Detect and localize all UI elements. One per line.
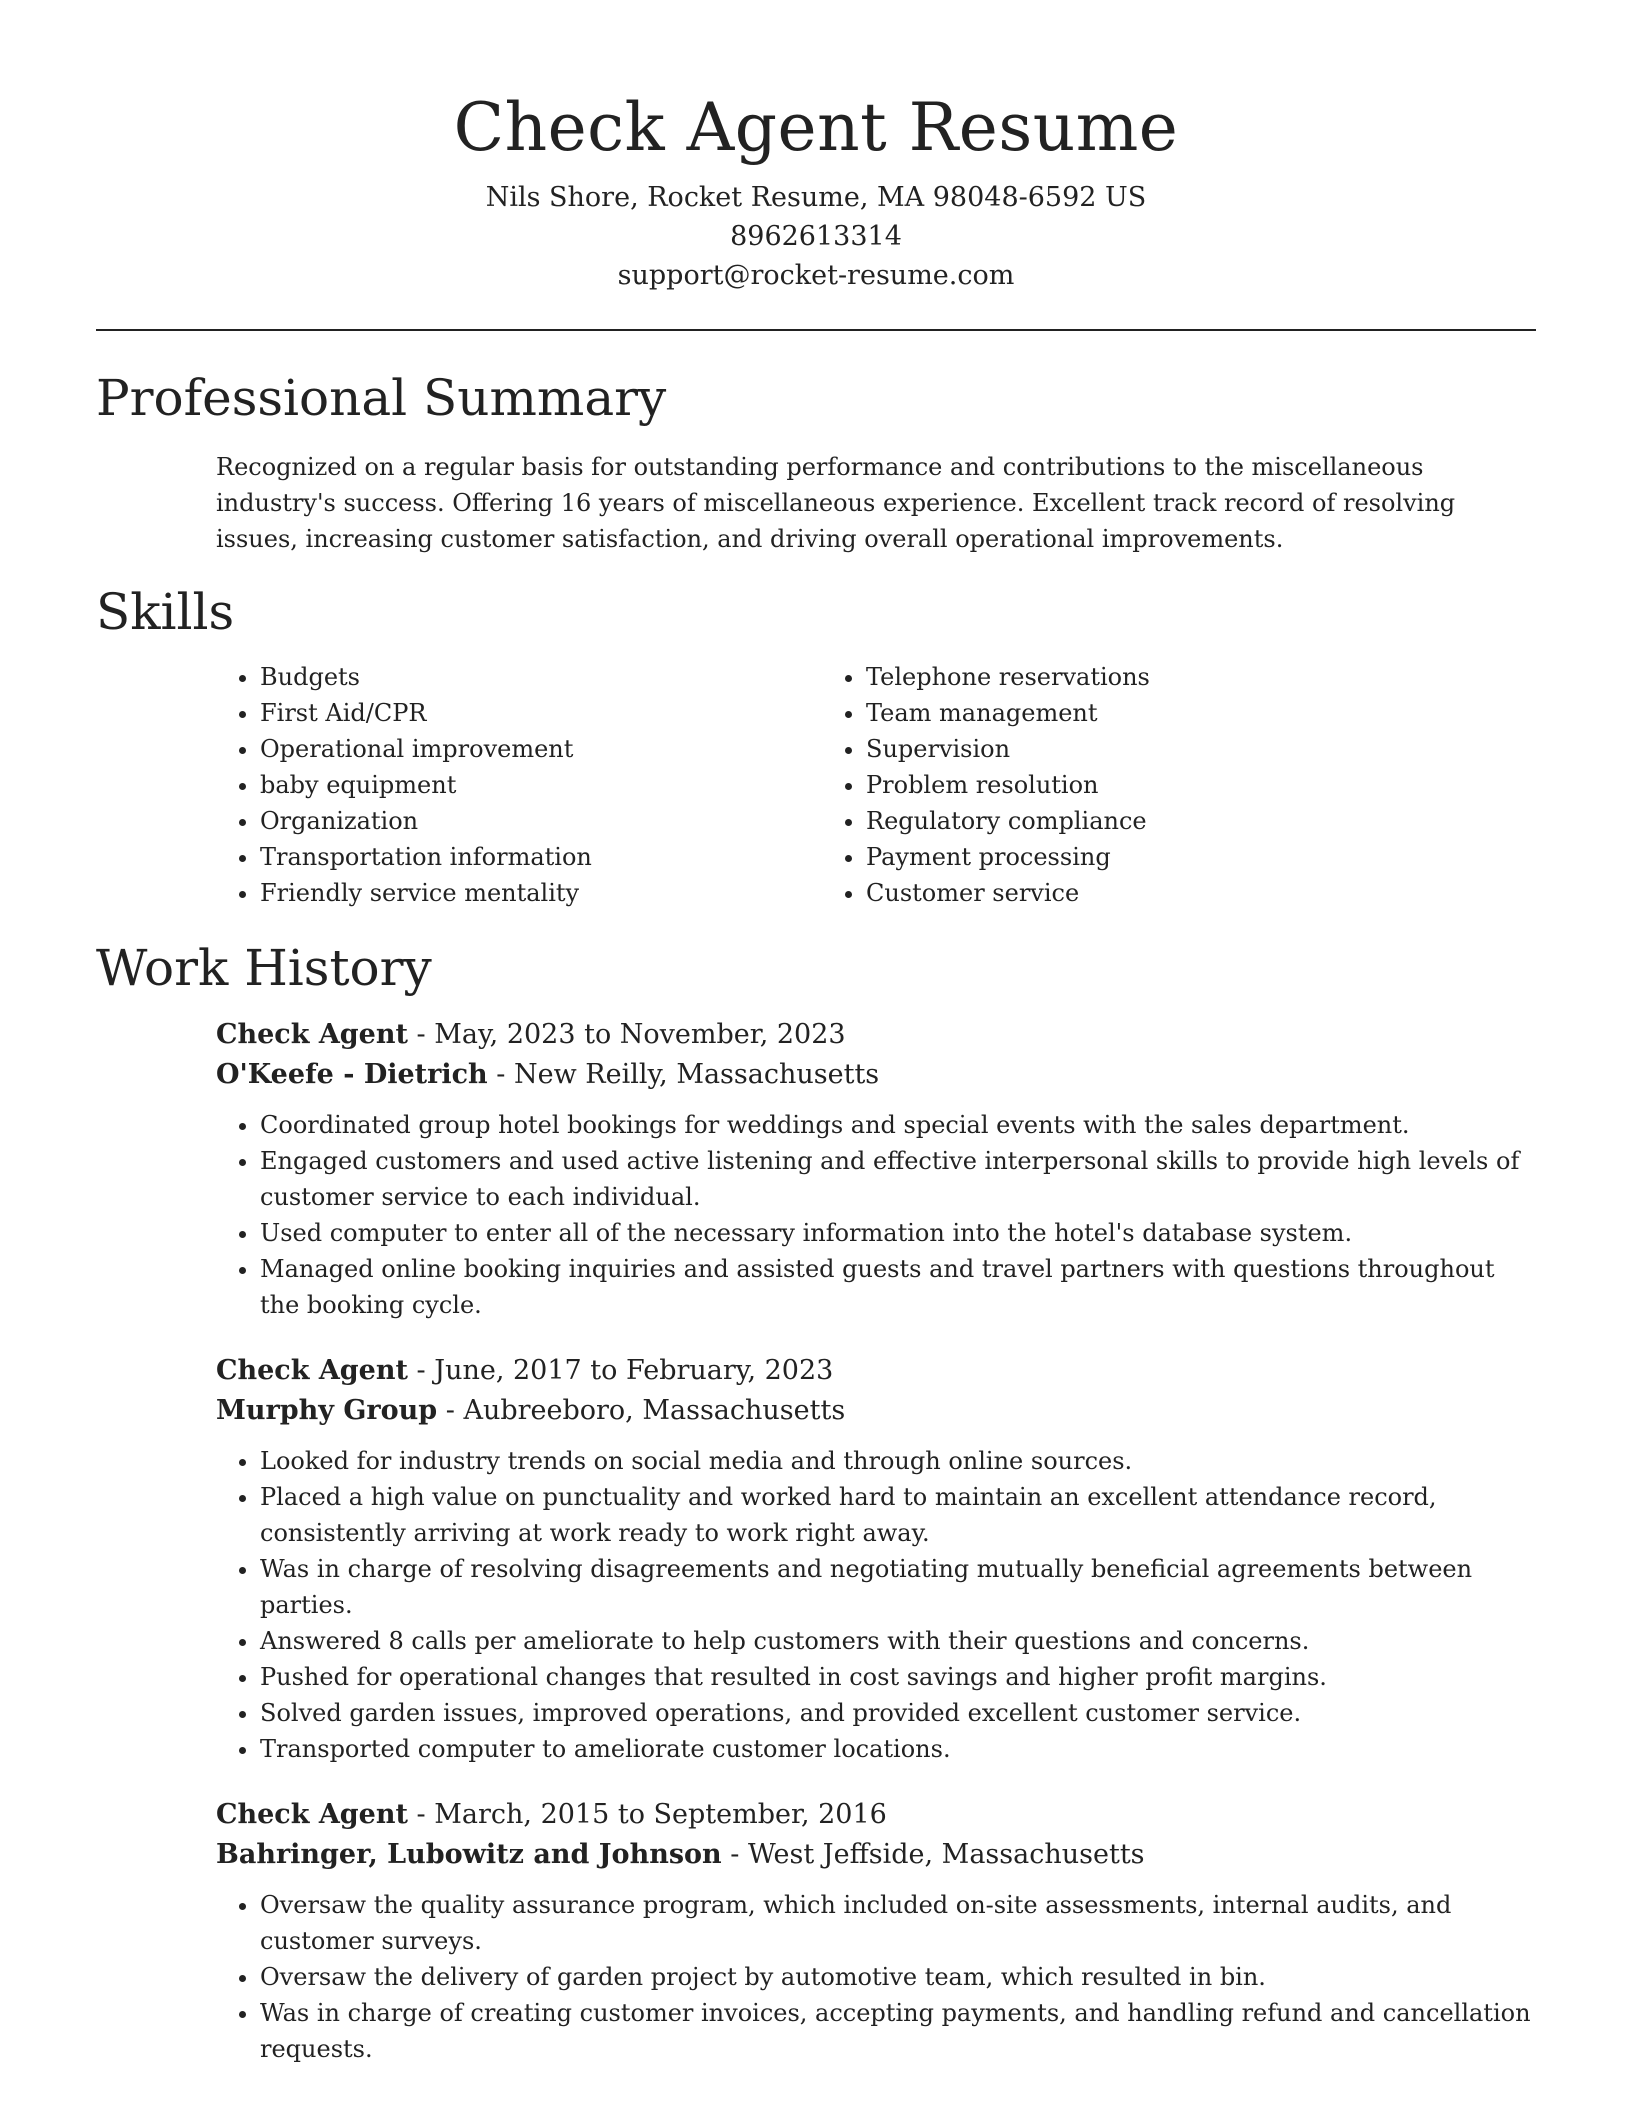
skills-heading: Skills: [96, 583, 235, 641]
job-entry-1: [216, 1015, 1536, 1323]
skill-item: • Customer service: [866, 875, 1428, 911]
job-title-line: [216, 1015, 1536, 1055]
skills-column-right: [822, 659, 1428, 911]
skill-item: • First Aid/CPR: [260, 695, 822, 731]
contact-phone: 8962613314: [730, 221, 902, 252]
job-bullet: • Solved garden issues, improved operations, and provided excellent customer service.: [260, 1695, 1536, 1731]
contact-email: support@rocket-resume.com: [617, 260, 1015, 291]
job-bullets: [216, 1443, 1536, 1767]
contact-address: Nils Shore, Rocket Resume, MA 98048-6592 US: [485, 182, 1147, 213]
skill-item: • Transportation information: [260, 839, 822, 875]
job-dates: - March, 2015 to September, 2016: [407, 1799, 887, 1830]
skill-item: • Budgets: [260, 659, 822, 695]
skill-item: • Operational improvement: [260, 731, 822, 767]
job-bullet: • Pushed for operational changes that resulted in cost savings and higher profit margins.: [260, 1659, 1536, 1695]
job-title-line: [216, 1351, 1536, 1391]
resume-title: Check Agent Resume: [453, 89, 1179, 166]
job-bullet: • Placed a high value on punctuality and worked hard to maintain an excellent attendance record, consistently arriving at work ready to work right away.: [260, 1479, 1536, 1551]
skill-item: • Organization: [260, 803, 822, 839]
job-bullet: • Managed online booking inquiries and assisted guests and travel partners with questions throughout the booking cycle.: [260, 1251, 1536, 1323]
skills-grid: [216, 659, 1536, 911]
job-title-line: [216, 1795, 1536, 1835]
skill-item: • Regulatory compliance: [866, 803, 1428, 839]
job-location: - Aubreeboro, Massachusetts: [437, 1395, 846, 1426]
skill-item: • Team management: [866, 695, 1428, 731]
job-company: Murphy Group: [216, 1395, 438, 1426]
job-bullet: • Oversaw the quality assurance program, which included on-site assessments, internal audits, and customer surveys.: [260, 1887, 1536, 1959]
work-history-heading: Work History: [96, 939, 432, 997]
job-company-line: [216, 1391, 1536, 1431]
job-bullet: • Answered 8 calls per ameliorate to help customers with their questions and concerns.: [260, 1623, 1536, 1659]
job-title: Check Agent: [216, 1799, 408, 1830]
job-bullet: • Used computer to enter all of the necessary information into the hotel's database system.: [260, 1215, 1536, 1251]
skill-item: • Supervision: [866, 731, 1428, 767]
resume-header: [96, 0, 1536, 295]
job-title: Check Agent: [216, 1019, 408, 1050]
summary-text: Recognized on a regular basis for outstanding performance and contributions to the miscellaneous industry's success. Offering 16 years of miscellaneous experience. Excellent track record of resolving issues, increasing customer satisfaction, and driving overall operational improvements.: [216, 453, 1456, 553]
job-bullet: • Engaged customers and used active listening and effective interpersonal skills to provide high levels of customer service to each individual.: [260, 1143, 1536, 1215]
skill-item: • Payment processing: [866, 839, 1428, 875]
job-bullet: • Was in charge of resolving disagreements and negotiating mutually beneficial agreements between parties.: [260, 1551, 1536, 1623]
job-company: O'Keefe - Dietrich: [216, 1059, 488, 1090]
job-entry-2: [216, 1351, 1536, 1767]
skill-item: • Telephone reservations: [866, 659, 1428, 695]
job-bullet: • Was in charge of creating customer invoices, accepting payments, and handling refund and cancellation requests.: [260, 1995, 1536, 2067]
job-company-line: [216, 1055, 1536, 1095]
job-bullet: • Looked for industry trends on social media and through online sources.: [260, 1443, 1536, 1479]
job-bullet: • Transported computer to ameliorate customer locations.: [260, 1731, 1536, 1767]
job-location: - West Jeffside, Massachusetts: [721, 1839, 1145, 1870]
job-title: Check Agent: [216, 1355, 408, 1386]
skill-item: • Friendly service mentality: [260, 875, 822, 911]
resume-page: [96, 0, 1536, 2067]
contact-block: [96, 178, 1536, 295]
job-bullet: • Coordinated group hotel bookings for weddings and special events with the sales department.: [260, 1107, 1536, 1143]
job-company: Bahringer, Lubowitz and Johnson: [216, 1839, 722, 1870]
job-dates: - May, 2023 to November, 2023: [407, 1019, 846, 1050]
job-company-line: [216, 1835, 1536, 1875]
job-entry-3: [216, 1795, 1536, 2067]
skill-item: • Problem resolution: [866, 767, 1428, 803]
job-bullets: [216, 1887, 1536, 2067]
job-bullet: • Oversaw the delivery of garden project by automotive team, which resulted in bin.: [260, 1959, 1536, 1995]
skills-column-left: [216, 659, 822, 911]
header-divider: [96, 329, 1536, 331]
job-dates: - June, 2017 to February, 2023: [407, 1355, 834, 1386]
job-location: - New Reilly, Massachusetts: [487, 1059, 880, 1090]
skill-item: • baby equipment: [260, 767, 822, 803]
summary-heading: Professional Summary: [96, 369, 667, 427]
job-bullets: [216, 1107, 1536, 1323]
